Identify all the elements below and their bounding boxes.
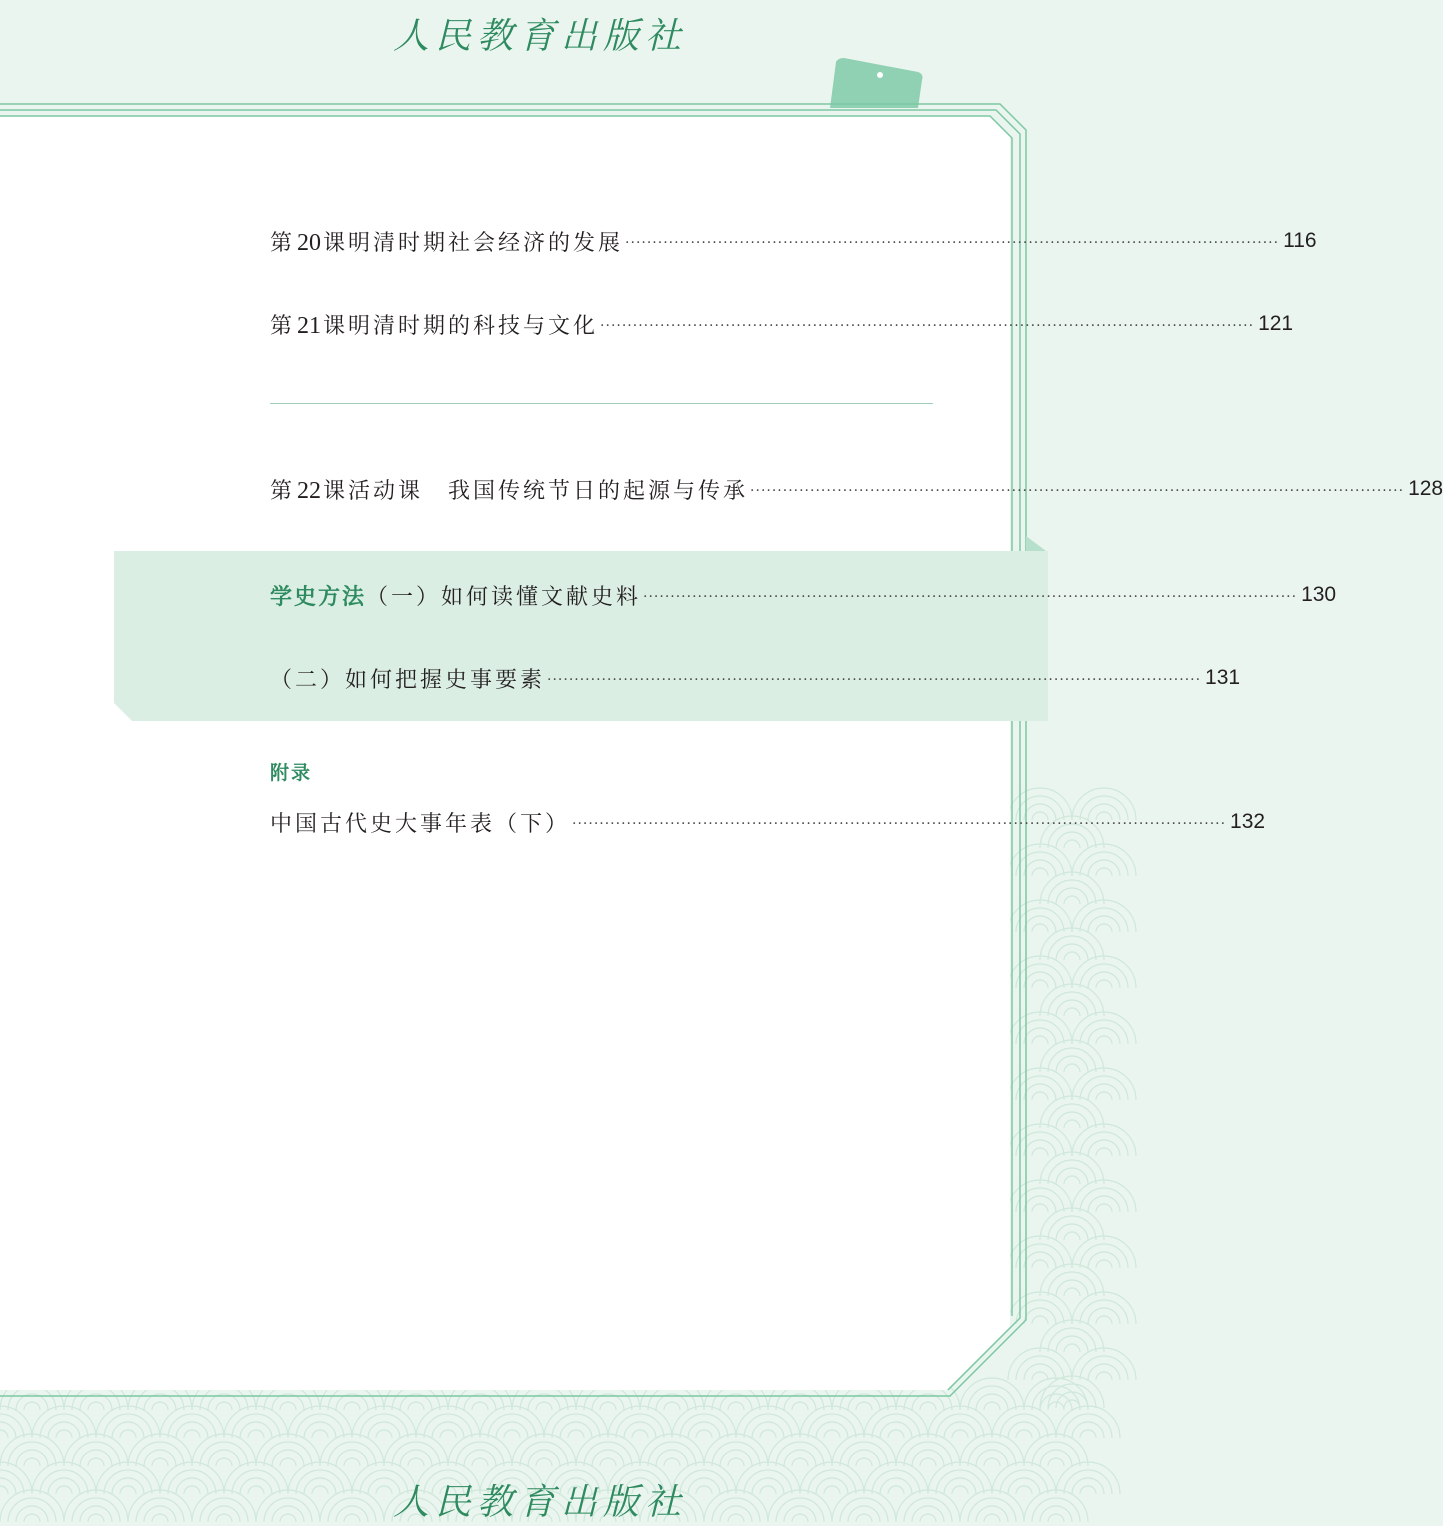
dot-leader: ························································································································	[572, 816, 1227, 832]
appendix-heading: 附录	[270, 762, 313, 784]
page-number: 132	[1230, 810, 1266, 833]
page-number: 121	[1258, 312, 1294, 335]
dot-leader: ························································································································	[643, 589, 1298, 605]
page-number: 130	[1301, 583, 1337, 606]
toc-entry-method-1[interactable]	[270, 577, 1337, 613]
dot-leader: ························································································································	[547, 672, 1202, 688]
toc-entry-appendix-1[interactable]	[270, 804, 1266, 840]
dot-leader: ························································································································	[625, 235, 1280, 251]
publisher-logo-bottom: 人民教育出版社	[392, 1482, 687, 1523]
page-number: 116	[1283, 229, 1317, 252]
lesson-number: 第22课	[270, 477, 349, 504]
dot-leader: ························································································································	[600, 318, 1255, 334]
lesson-title: 明清时期社会经济的发展	[348, 230, 624, 256]
toc-entry-lesson-22[interactable]	[270, 471, 1443, 507]
lesson-number: 第20课	[270, 229, 349, 256]
lesson-title: 明清时期的科技与文化	[348, 313, 599, 339]
publisher-logo-top: 人民教育出版社	[392, 16, 687, 57]
section-divider	[270, 403, 933, 404]
lesson-number: 第21课	[270, 312, 349, 339]
page-number: 128	[1408, 477, 1443, 500]
method-title: （二）如何把握史事要素	[270, 667, 546, 693]
lesson-title: 活动课 我国传统节日的起源与传承	[348, 478, 749, 504]
method-title: （一）如何读懂文献史料	[366, 584, 642, 610]
page-number: 131	[1205, 666, 1241, 689]
toc-entry-lesson-21[interactable]	[270, 306, 1294, 342]
toc-entry-method-2[interactable]	[270, 660, 1241, 696]
appendix-title: 中国古代史大事年表（下）	[270, 811, 571, 837]
dot-leader: ························································································································	[750, 483, 1405, 499]
method-section-label: 学史方法	[270, 583, 367, 610]
toc-entry-lesson-20[interactable]	[270, 223, 1317, 259]
